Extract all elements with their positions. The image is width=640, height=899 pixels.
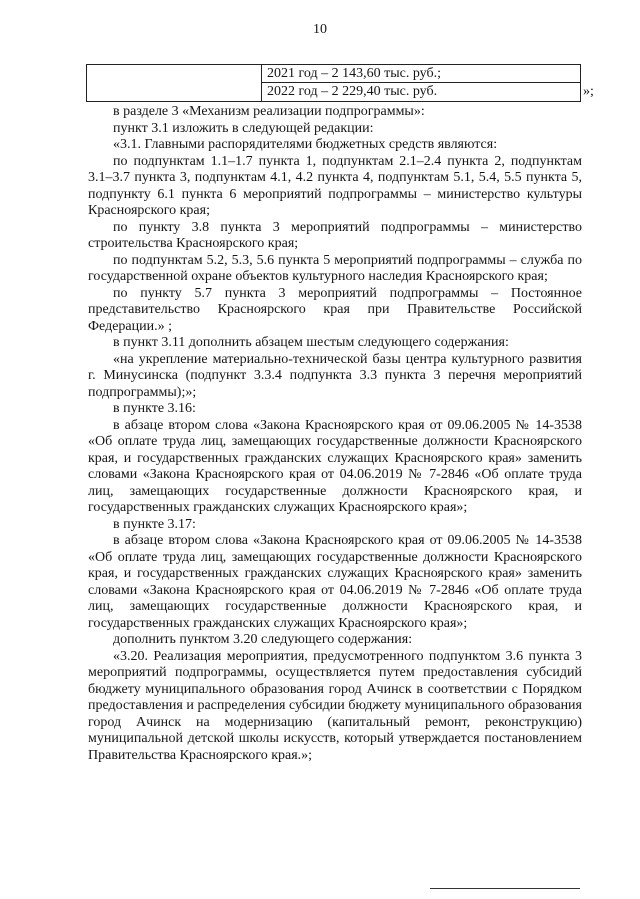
paragraph-3-17-text: в абзаце втором слова «Закона Красноярского края от 09.06.2005 № 14-3538 «Об оплате труда лиц, замещающих государственные должности Красноярского края, и государственных гражданских служащих Красноярского края» заменить словами «Закона Красноярского края от 04.06.2019 № 7-2846 «Об оплате труда лиц, замещающих государственные должности Красноярского края, и государственных гражданских служащих Красноярского края»; xyxy=(88,533,582,631)
paragraph-point-3-20: дополнить пунктом 3.20 следующего содержания: xyxy=(113,632,413,647)
table-cell-2022: 2022 год – 2 229,40 тыс. руб. xyxy=(267,84,438,99)
paragraph-section-3: в разделе 3 «Механизм реализации подпрограммы»: xyxy=(113,104,425,119)
table-cell-2021: 2021 год – 2 143,60 тыс. руб.; xyxy=(267,66,441,81)
paragraph-3-16-text: в абзаце втором слова «Закона Красноярского края от 09.06.2005 № 14-3538 «Об оплате труда лиц, замещающих государственные должности Красноярского края, и государственных гражданских служащих Красноярского края» заменить словами «Закона Красноярского края от 04.06.2019 № 7-2846 «Об оплате труда лиц, замещающих государственные должности Красноярского края, и государственных гражданских служащих Красноярского края»; xyxy=(88,417,582,515)
paragraph-point-3-1: пункт 3.1 изложить в следующей редакции: xyxy=(113,120,374,136)
paragraph-representation: по пункту 5.7 пункта 3 мероприятий подпрограммы – Постоянное представительство Красноярского края при Правительстве Российской Федерации.» ; xyxy=(88,285,582,334)
paragraph-point-3-17: в пункте 3.17: xyxy=(113,516,196,532)
paragraph-point-3-11: в пункт 3.11 дополнить абзацем шестым следующего содержания: xyxy=(113,335,509,350)
footer-rule xyxy=(430,888,580,889)
paragraph-point-3-16: в пункте 3.16: xyxy=(113,401,196,416)
paragraph-3-1-heading: «3.1. Главными распорядителями бюджетных средств являются: xyxy=(113,137,498,152)
paragraph-heritage-service: по подпунктам 5.2, 5.3, 5.6 пункта 5 мероприятий подпрограммы – служба по государственной охране объектов культурного наследия Красноярского края; xyxy=(88,252,582,284)
document-body xyxy=(88,104,582,764)
table-closing-quote: »; xyxy=(583,84,594,99)
funding-table xyxy=(86,64,581,102)
table-column-divider xyxy=(261,65,262,101)
table-row-divider xyxy=(261,82,580,83)
paragraph-3-20-text: «3.20. Реализация мероприятия, предусмотренного подпунктом 3.6 пункта 3 мероприятий подпрограммы, осуществляется путем предоставления субсидий бюджету муниципального образования город Ачинск в соответствии с Порядком предоставления и распределения субсидии бюджету муниципального образования город Ачинск на модернизацию (капитальный ремонт, реконструкцию) муниципальной детской школы искусств, который утверждается постановлением Правительства Красноярского края.»; xyxy=(88,648,582,763)
paragraph-minusinsk: «на укрепление материально-технической базы центра культурного развития г. Минусинска (подпункт 3.3.4 подпункта 3.3 пункта 3 перечня мероприятий подпрограммы);»; xyxy=(88,351,582,400)
paragraph-ministry-construction: по пункту 3.8 пункта 3 мероприятий подпрограммы – министерство строительства Красноярского края; xyxy=(88,219,582,251)
page-number: 10 xyxy=(313,22,327,37)
paragraph-ministry-culture: по подпунктам 1.1–1.7 пункта 1, подпунктам 2.1–2.4 пункта 2, подпунктам 3.1–3.7 пункта 3, подпунктам 4.1, 4.2 пункта 4, подпунктам 5.1, 5.4, 5.5 пункта 5, подпункту 6.1 пункта 6 мероприятий подпрограммы – министерство культуры Красноярского края; xyxy=(88,153,582,218)
